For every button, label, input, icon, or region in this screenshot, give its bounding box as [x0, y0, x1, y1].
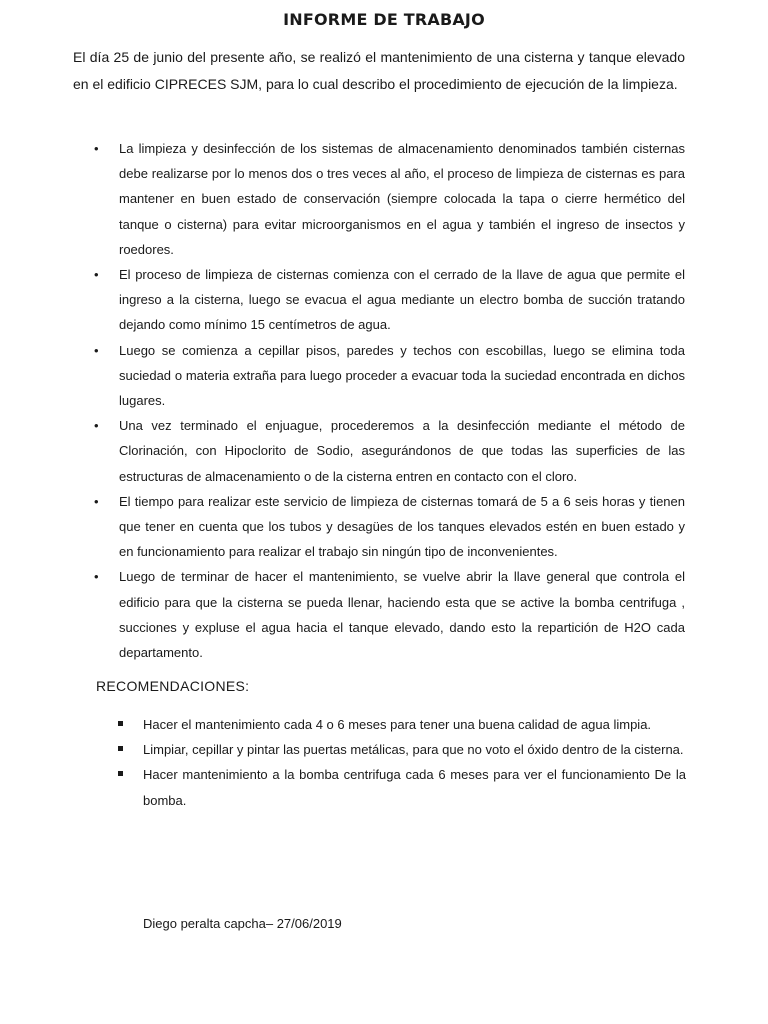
square-bullet-icon [118, 746, 123, 751]
recommendations-list [0, 712, 768, 813]
document-title: INFORME DE TRABAJO [283, 10, 485, 29]
list-item-text: La limpieza y desinfección de los sistemas de almacenamiento denominados también cisternas debe realizarse por lo menos dos o tres veces al año, el proceso de limpieza de cisternas es para mantener en buen estado de conservación (siempre colocada la tapa o cierre hermético del tanque o cisterna) para evitar microorganismos en el agua y también el ingreso de insectos y roedores. [119, 141, 685, 257]
list-item-text: Limpiar, cepillar y pintar las puertas metálicas, para que no voto el óxido dentro de la cisterna. [143, 742, 684, 758]
signature-line: Diego peralta capcha– 27/06/2019 [143, 916, 342, 931]
list-item-text: Hacer mantenimiento a la bomba centrifuga cada 6 meses para ver el funcionamiento De la bomba. [143, 767, 686, 808]
bullet-icon: • [94, 569, 99, 585]
list-item-text: Una vez terminado el enjuague, procederemos a la desinfección mediante el método de Clorinación, con Hipoclorito de Sodio, asegurándonos de que todas las superficies de las estructuras de almacenamiento o de la cisterna entren en contacto con el cloro. [119, 418, 685, 484]
list-item [0, 564, 685, 665]
bullet-icon: • [94, 267, 99, 283]
list-item [0, 489, 685, 565]
square-bullet-icon [118, 771, 123, 776]
list-item-text: Luego de terminar de hacer el mantenimiento, se vuelve abrir la llave general que controla el edificio para que la cisterna se pueda llenar, haciendo esta que se active la bomba centrifuga , succiones y expluse el agua hacia el tanque elevado, dando esto la repartición de H2O cada departamento. [119, 569, 685, 661]
bullet-icon: • [94, 493, 99, 509]
bullet-icon: • [94, 141, 99, 156]
list-item-text: El proceso de limpieza de cisternas comienza con el cerrado de la llave de agua que permite el ingreso a la cisterna, luego se evacua el agua mediante un electro bomba de succión tratando dejando como mínimo 15 centímetros de agua. [119, 267, 685, 333]
list-item-text: El tiempo para realizar este servicio de limpieza de cisternas tomará de 5 a 6 seis horas y tienen que tener en cuenta que los tubos y desagües de los tanques elevados estén en buen estado y en funcionamiento para realizar el trabajo sin ningún tipo de inconvenientes. [119, 493, 685, 560]
list-item [0, 712, 686, 737]
list-item-text: Luego se comienza a cepillar pisos, paredes y techos con escobillas, luego se elimina toda suciedad o materia extraña para luego proceder a evacuar toda la suciedad encontrada en dichos lugares. [119, 342, 685, 409]
list-item [0, 338, 685, 414]
list-item-text: Hacer el mantenimiento cada 4 o 6 meses para tener una buena calidad de agua limpia. [143, 717, 652, 732]
procedure-list [0, 136, 768, 665]
bullet-icon: • [94, 342, 99, 358]
bullet-icon: • [94, 418, 99, 434]
list-item [0, 413, 685, 489]
list-item [0, 737, 686, 762]
list-item [0, 136, 685, 262]
square-bullet-icon [118, 721, 123, 726]
intro-paragraph: El día 25 de junio del presente año, se realizó el mantenimiento de una cisterna y tanque elevado en el edificio CIPRECES SJM, para lo cual describo el procedimiento de ejecución de la limpieza. [73, 49, 685, 92]
list-item [0, 262, 685, 338]
recommendations-heading: RECOMENDACIONES: [96, 678, 250, 694]
list-item [0, 762, 686, 812]
